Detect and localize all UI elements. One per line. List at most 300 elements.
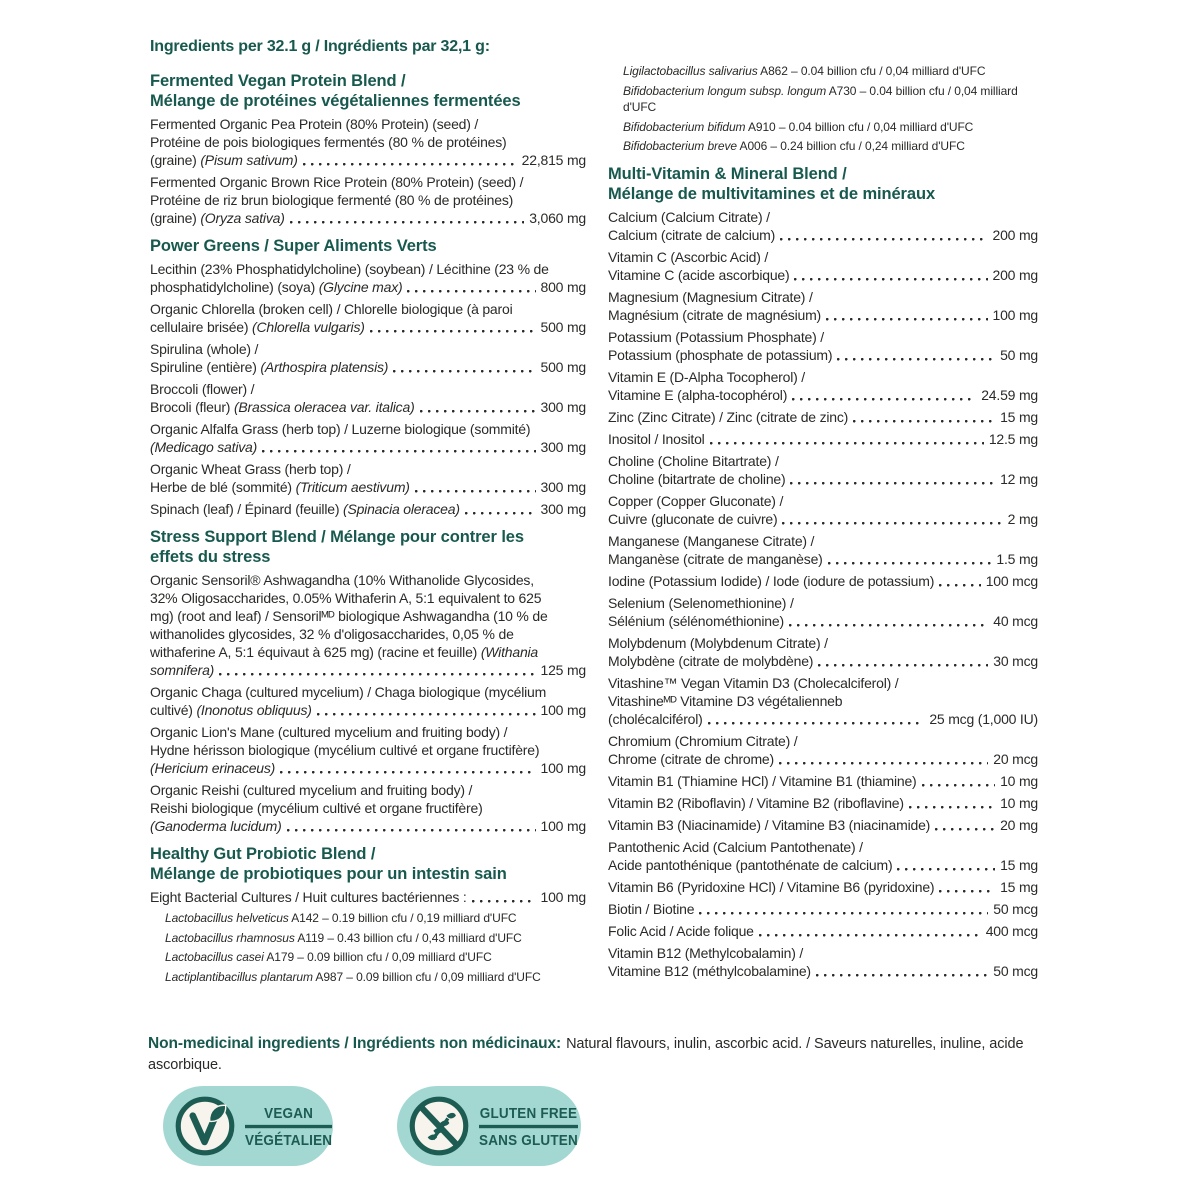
section-heading-line: Multi-Vitamin & Mineral Blend / [608, 164, 847, 183]
ingredient-text: Folic Acid / Acide folique [608, 922, 754, 939]
dotted-leader [759, 934, 981, 937]
ingredient-name [150, 817, 282, 835]
ingredient-amount: 15 mg [1000, 878, 1038, 895]
ingredient-amount: 500 mg [540, 319, 586, 335]
ingredient-text: Manganèse (citrate de manganèse) [608, 550, 823, 567]
ingredient-line [150, 380, 586, 398]
ingredient-text: Potassium (Potassium Phosphate) / [608, 328, 824, 345]
ingredient-text: Iodine (Potassium Iodide) / Iode (iodure de potassium) [608, 572, 935, 589]
probiotic-strain [165, 910, 586, 927]
ingredient-text: Manganese (Manganese Citrate) / [608, 532, 815, 549]
ingredient-line [608, 470, 1038, 488]
ingredient-line [150, 318, 586, 336]
latin-name: (Spinacia oleracea) [343, 501, 460, 517]
ingredient-line [608, 532, 1038, 550]
ingredient-name [608, 878, 934, 896]
ingredient-text: A862 – 0.04 billion cfu / 0,04 milliard d'UFC [757, 64, 986, 78]
ingredient-name [608, 612, 784, 630]
ingredient-item [150, 260, 586, 296]
ingredient-item [150, 781, 586, 835]
ingredient-text: Vitashine™ Vegan Vitamin D3 (Cholecalciferol) / [608, 674, 899, 691]
ingredient-text: Organic Wheat Grass (herb top) / [150, 461, 351, 477]
dotted-leader [789, 624, 988, 627]
ingredient-text: withaferine A, 5:1 équivaut à 625 mg) (racine et feuille) [150, 644, 481, 660]
badge-row [163, 1086, 581, 1166]
dotted-leader [393, 370, 535, 373]
ingredient-text: Vitashineᴹᴰ Vitamine D3 végétalienneb [608, 692, 843, 709]
dotted-leader [790, 482, 995, 485]
ingredient-line [150, 300, 586, 318]
ingredient-line [608, 510, 1038, 528]
ingredient-line [150, 358, 586, 376]
latin-name: (Withania [480, 644, 539, 660]
ingredient-name [150, 500, 460, 518]
ingredient-text: Vitamin B2 (Riboflavin) / Vitamine B2 (riboflavine) [608, 794, 904, 811]
ingredient-line [608, 594, 1038, 612]
latin-name: Lactobacillus rhamnosus [165, 930, 295, 945]
ingredient-text: Vitamin B12 (Methylcobalamin) / [608, 944, 804, 961]
ingredient-line [608, 794, 1038, 812]
ingredient-name [150, 278, 402, 296]
ingredient-name [608, 922, 754, 940]
latin-name: (Brassica oleracea var. italica) [233, 399, 415, 415]
ingredient-item [608, 878, 1038, 896]
dotted-leader [415, 490, 536, 493]
probiotic-strain [623, 119, 1038, 136]
ingredient-line [608, 612, 1038, 630]
ingredient-line [608, 750, 1038, 768]
ingredient-amount: 20 mg [1000, 816, 1038, 833]
vegan-badge [163, 1086, 333, 1166]
section-heading-line: Fermented Vegan Protein Blend / [150, 72, 406, 90]
ingredient-text: A987 – 0.09 billion cfu / 0,09 milliard d'UFC [312, 969, 541, 984]
ingredient-line [608, 922, 1038, 940]
ingredient-text: Eight Bacterial Cultures / Huit cultures bactériennes : [150, 889, 467, 905]
ingredient-line [150, 741, 586, 759]
dotted-leader [370, 330, 536, 333]
ingredient-name [150, 888, 467, 906]
gluten-free-badge [397, 1086, 581, 1166]
section-heading-line: Mélange de protéines végétaliennes fermentées [150, 92, 521, 110]
ingredient-amount: 100 mg [540, 702, 586, 718]
ingredient-item [150, 173, 586, 227]
ingredient-item [150, 723, 586, 777]
ingredient-line [150, 340, 586, 358]
ingredient-text: Spinach (leaf) / Épinard (feuille) [150, 501, 343, 517]
ingredient-text: A910 – 0.04 billion cfu / 0,04 milliard d'UFC [745, 119, 974, 134]
section-heading [150, 236, 586, 256]
ingredient-item [608, 944, 1038, 980]
ingredient-name [608, 856, 892, 874]
ingredient-text: A006 – 0.24 billion cfu / 0,24 milliard d'UFC [736, 139, 965, 153]
dotted-leader [219, 673, 535, 676]
ingredient-amount: 3,060 mg [529, 210, 586, 226]
ingredient-text: Choline (Choline Bitartrate) / [608, 452, 779, 469]
ingredient-line [608, 856, 1038, 874]
ingredient-item [608, 794, 1038, 812]
ingredient-text: Protéine de pois biologiques fermentés (80 % de protéines) [150, 134, 507, 150]
no-gluten-icon [408, 1095, 470, 1157]
ingredient-amount: 2 mg [1007, 510, 1038, 527]
ingredient-line [150, 209, 586, 227]
ingredient-amount: 300 mg [540, 501, 586, 517]
ingredient-line [608, 408, 1038, 426]
ingredient-amount: 300 mg [540, 439, 586, 455]
dotted-leader [708, 722, 925, 725]
ingredient-line [150, 438, 586, 456]
probiotic-strain [165, 949, 586, 966]
ingredient-line [608, 652, 1038, 670]
latin-name: (Inonotus obliquus) [196, 702, 312, 718]
ingredient-line [608, 772, 1038, 790]
ingredient-text: Organic Chlorella (broken cell) / Chlorelle biologique (à paroi [150, 301, 513, 317]
ingredient-item [608, 634, 1038, 670]
dotted-leader [909, 806, 995, 809]
ingredient-item [608, 532, 1038, 568]
section-heading-line: Mélange de probiotiques pour un intestin sain [150, 865, 507, 883]
ingredient-text: Pantothenic Acid (Calcium Pantothenate) / [608, 838, 863, 855]
ingredient-text: Vitamin B1 (Thiamine HCl) / Vitamine B1 (thiamine) [608, 772, 917, 789]
ingredient-name [608, 572, 934, 590]
ingredient-amount: 10 mg [1000, 794, 1038, 811]
ingredient-name [150, 398, 415, 416]
ingredient-line [608, 732, 1038, 750]
ingredient-line [608, 674, 1038, 692]
ingredient-item [608, 492, 1038, 528]
ingredient-line [150, 607, 586, 625]
ingredient-line [608, 634, 1038, 652]
ingredient-line [150, 888, 586, 906]
ingredient-name [608, 266, 789, 284]
ingredient-text: (cholécalciférol) [608, 710, 703, 727]
dotted-leader [939, 890, 995, 893]
dotted-leader [317, 713, 536, 716]
ingredient-line [150, 723, 586, 741]
vegan-badge-text [245, 1104, 332, 1147]
latin-name: (Triticum aestivum) [295, 479, 410, 495]
ingredient-text: Sélénium (sélénométhionine) [608, 612, 784, 629]
ingredient-item [150, 460, 586, 496]
ingredient-item [608, 328, 1038, 364]
dotted-leader [407, 290, 535, 293]
ingredient-text: Calcium (citrate de calcium) [608, 226, 776, 243]
ingredient-item [608, 674, 1038, 728]
ingredient-text: Fermented Organic Brown Rice Protein (80% Protein) (seed) / [150, 174, 524, 190]
badge-divider [245, 1125, 332, 1128]
ingredient-item [150, 115, 586, 169]
ingredient-name [608, 470, 785, 488]
ingredient-line [150, 115, 586, 133]
ingredient-amount: 100 mg [540, 818, 586, 834]
dotted-leader [853, 420, 995, 423]
ingredient-name [608, 386, 787, 404]
latin-name: Bifidobacterium bifidum [623, 119, 746, 134]
ingredient-line [608, 878, 1038, 896]
ingredient-amount: 100 mg [992, 306, 1038, 323]
ingredient-line [150, 420, 586, 438]
gluten-free-label-fr: SANS GLUTEN [479, 1130, 578, 1148]
ingredient-line [608, 692, 1038, 710]
ingredient-item [150, 380, 586, 416]
ingredient-text: Vitamine C (acide ascorbique) [608, 266, 790, 283]
ingredient-text: (graine) [150, 210, 201, 226]
ingredient-text: phosphatidylcholine) (soya) [150, 279, 319, 295]
ingredient-text: Zinc (Zinc Citrate) / Zinc (citrate de zinc) [608, 408, 849, 425]
dotted-leader [837, 358, 995, 361]
ingredient-item [608, 208, 1038, 244]
ingredient-item [608, 430, 1038, 448]
ingredient-name [150, 209, 285, 227]
ingredient-line [608, 710, 1038, 728]
ingredient-line [608, 838, 1038, 856]
ingredient-item [608, 900, 1038, 918]
probiotic-strain [165, 930, 586, 947]
ingredient-text: A179 – 0.09 billion cfu / 0,09 milliard d'UFC [263, 950, 492, 964]
section-heading-line: Stress Support Blend / Mélange pour contrer les [150, 528, 524, 546]
ingredient-item [150, 500, 586, 518]
dotted-leader [262, 450, 535, 453]
ingredient-item [608, 452, 1038, 488]
dotted-leader [826, 318, 987, 321]
ingredient-name [608, 510, 777, 528]
latin-name: Bifidobacterium longum subsp. longum [623, 83, 827, 98]
ingredient-text: Molybdène (citrate de molybdène) [608, 652, 814, 669]
ingredient-line [150, 478, 586, 496]
ingredient-line [608, 266, 1038, 284]
ingredient-amount: 25 mcg (1,000 IU) [929, 710, 1038, 727]
ingredient-text: Vitamin B3 (Niacinamide) / Vitamine B3 (niacinamide) [608, 816, 931, 833]
ingredient-name [608, 794, 904, 812]
dotted-leader [816, 974, 988, 977]
ingredient-item [150, 420, 586, 456]
ingredient-item [608, 248, 1038, 284]
ingredient-text: Chromium (Chromium Citrate) / [608, 732, 798, 749]
ingredient-amount: 100 mg [540, 889, 586, 905]
ingredient-line [150, 151, 586, 169]
ingredient-amount: 800 mg [540, 279, 586, 295]
ingredient-line [150, 191, 586, 209]
section-heading-line: Mélange de multivitamines et de minéraux [608, 184, 936, 203]
dotted-leader [465, 512, 536, 515]
ingredient-name [608, 750, 774, 768]
ingredient-line [608, 386, 1038, 404]
ingredient-line [608, 306, 1038, 324]
ingredient-line [608, 452, 1038, 470]
ingredient-text: mg) (root and leaf) / Sensorilᴹᴰ biologique Ashwagandha (10 % de [150, 608, 548, 624]
probiotic-strain [623, 138, 1038, 155]
latin-name: (Pisum sativum) [200, 152, 298, 168]
latin-name: (Arthospira platensis) [260, 359, 389, 375]
ingredient-text: Organic Sensoril® Ashwagandha (10% Withanolide Glycosides, [150, 572, 534, 588]
vegan-label-fr: VÉGÉTALIEN [245, 1130, 333, 1148]
dotted-leader [420, 410, 536, 413]
ingredient-text: Vitamin B6 (Pyridoxine HCl) / Vitamine B6 (pyridoxine) [608, 878, 935, 895]
ingredient-line [608, 226, 1038, 244]
ingredient-line [150, 799, 586, 817]
ingredient-text: Hydne hérisson biologique (mycélium cultivé et organe fructifère) [150, 742, 540, 758]
ingredient-name [150, 151, 298, 169]
ingredient-amount: 500 mg [540, 359, 586, 375]
latin-name: Lactiplantibacillus plantarum [165, 969, 313, 984]
ingredient-item [150, 571, 586, 679]
ingredient-text: Lecithin (23% Phosphatidylcholine) (soybean) / Lécithine (23 % de [150, 261, 549, 277]
ingredient-item [608, 368, 1038, 404]
ingredient-text: Broccoli (flower) / [150, 381, 255, 397]
dotted-leader [818, 664, 988, 667]
ingredient-line [150, 683, 586, 701]
badge-divider [479, 1125, 578, 1128]
latin-name: (Hericium erinaceus) [150, 760, 276, 776]
ingredient-line [608, 208, 1038, 226]
ingredient-line [150, 398, 586, 416]
dotted-leader [472, 900, 536, 903]
latin-name: Bifidobacterium breve [623, 139, 737, 153]
ingredient-text: withanolides glycosides, 32 % d'oligosaccharides, 0,05 % de [150, 626, 514, 642]
latin-name: (Glycine max) [318, 279, 403, 295]
gluten-free-badge-text [479, 1104, 578, 1147]
ingredient-line [150, 278, 586, 296]
ingredient-line [608, 944, 1038, 962]
ingredient-name [608, 550, 823, 568]
ingredient-line [608, 346, 1038, 364]
ingredient-text: cellulaire brisée) [150, 319, 253, 335]
dotted-leader [922, 784, 996, 787]
ingredient-name [150, 478, 410, 496]
dotted-leader [710, 442, 984, 445]
probiotic-strain [165, 969, 586, 986]
ingredient-amount: 12 mg [1000, 470, 1038, 487]
vegan-leaf-icon [174, 1095, 236, 1157]
ingredient-item [608, 772, 1038, 790]
ingredient-line [608, 816, 1038, 834]
ingredient-amount: 20 mcg [993, 750, 1038, 767]
ingredient-item [150, 888, 586, 906]
ingredient-text: Molybdenum (Molybdenum Citrate) / [608, 634, 828, 651]
ingredient-line [150, 817, 586, 835]
ingredient-line [150, 759, 586, 777]
ingredient-line [150, 625, 586, 643]
ingredient-line [608, 550, 1038, 568]
ingredient-text: Brocoli (fleur) [150, 399, 234, 415]
gluten-free-label-en: GLUTEN FREE [479, 1104, 578, 1122]
ingredient-text: Cuivre (gluconate de cuivre) [608, 510, 778, 527]
ingredient-text: Biotin / Biotine [608, 900, 695, 917]
non-medicinal-text: Natural flavours, inulin, ascorbic acid. / Saveurs naturelles, inuline, acide ascorbique. [148, 1036, 1024, 1073]
ingredient-amount: 300 mg [540, 399, 586, 415]
ingredient-line [608, 492, 1038, 510]
dotted-leader [780, 238, 987, 241]
probiotic-strain [623, 63, 1038, 80]
ingredient-amount: 50 mcg [993, 900, 1038, 917]
ingredient-name [150, 358, 388, 376]
ingredient-name [150, 701, 312, 719]
ingredient-amount: 30 mcg [993, 652, 1038, 669]
dotted-leader [280, 771, 535, 774]
latin-name: Ligilactobacillus salivarius [623, 64, 758, 78]
ingredient-line [608, 248, 1038, 266]
latin-name: somnifera) [150, 662, 215, 678]
ingredient-line [608, 962, 1038, 980]
ingredient-item [608, 732, 1038, 768]
ingredient-line [608, 900, 1038, 918]
ingredient-text: Organic Reishi (cultured mycelium and fruiting body) / [150, 782, 473, 798]
ingredient-amount: 200 mg [992, 226, 1038, 243]
ingredient-amount: 12.5 mg [988, 430, 1038, 447]
ingredient-text: A119 – 0.43 billion cfu / 0,43 milliard d'UFC [294, 930, 522, 945]
ingredient-amount: 100 mg [540, 760, 586, 776]
ingredient-line [150, 661, 586, 679]
ingredient-text: Calcium (Calcium Citrate) / [608, 208, 770, 225]
ingredient-item [608, 838, 1038, 874]
vegan-label-en: VEGAN [264, 1104, 314, 1122]
ingredient-item [150, 300, 586, 336]
ingredient-name [608, 346, 832, 364]
ingredient-name [608, 430, 705, 448]
ingredient-text: Spiruline (entière) [150, 359, 261, 375]
ingredient-text: Magnésium (citrate de magnésium) [608, 306, 822, 323]
ingredient-amount: 40 mcg [993, 612, 1038, 629]
ingredient-name [608, 408, 848, 426]
ingredient-text: Selenium (Selenomethionine) / [608, 594, 794, 611]
ingredient-item [150, 340, 586, 376]
ingredient-line [608, 430, 1038, 448]
latin-name: (Oryza sativa) [200, 210, 285, 226]
latin-name: Lactobacillus helveticus [165, 911, 289, 925]
ingredient-line [150, 173, 586, 191]
dotted-leader [699, 912, 988, 915]
ingredient-text: Potassium (phosphate de potassium) [608, 346, 833, 363]
ingredient-name [608, 772, 917, 790]
ingredient-amount: 300 mg [540, 479, 586, 495]
section-heading [608, 164, 1038, 204]
ingredient-name [608, 962, 811, 980]
ingredient-amount: 1.5 mg [996, 550, 1038, 567]
ingredient-line [150, 460, 586, 478]
ingredient-line [150, 571, 586, 589]
ingredient-text: Copper (Copper Gluconate) / [608, 492, 784, 509]
ingredient-amount: 10 mg [1000, 772, 1038, 789]
dotted-leader [779, 762, 988, 765]
ingredient-item [608, 816, 1038, 834]
ingredient-name [150, 759, 275, 777]
ingredient-name [608, 652, 813, 670]
dotted-leader [782, 522, 1002, 525]
ingredient-text: Vitamin C (Ascorbic Acid) / [608, 248, 769, 265]
probiotic-strain [623, 83, 1038, 116]
ingredient-text: Choline (bitartrate de choline) [608, 470, 786, 487]
ingredient-name [150, 318, 365, 336]
ingredient-amount: 100 mcg [985, 572, 1038, 589]
ingredient-text: Organic Lion's Mane (cultured mycelium and fruiting body) / [150, 724, 508, 740]
ingredient-text: Spirulina (whole) / [150, 341, 259, 357]
ingredient-amount: 22,815 mg [521, 152, 586, 168]
ingredient-text: Protéine de riz brun biologique fermenté (80 % de protéines) [150, 192, 514, 208]
ingredient-line [608, 288, 1038, 306]
ingredient-text: (graine) [150, 152, 201, 168]
ingredient-text: Chrome (citrate de chrome) [608, 750, 774, 767]
ingredient-item [608, 288, 1038, 324]
ingredient-text: Acide pantothénique (pantothénate de calcium) [608, 856, 893, 873]
ingredient-line [608, 368, 1038, 386]
dotted-leader [287, 829, 536, 832]
ingredient-line [608, 328, 1038, 346]
latin-name: (Medicago sativa) [150, 439, 258, 455]
ingredient-name [150, 438, 257, 456]
ingredients-column-left [150, 62, 586, 988]
ingredient-line [150, 701, 586, 719]
ingredient-amount: 50 mg [1000, 346, 1038, 363]
ingredient-text: Inositol / Inositol [608, 430, 705, 447]
